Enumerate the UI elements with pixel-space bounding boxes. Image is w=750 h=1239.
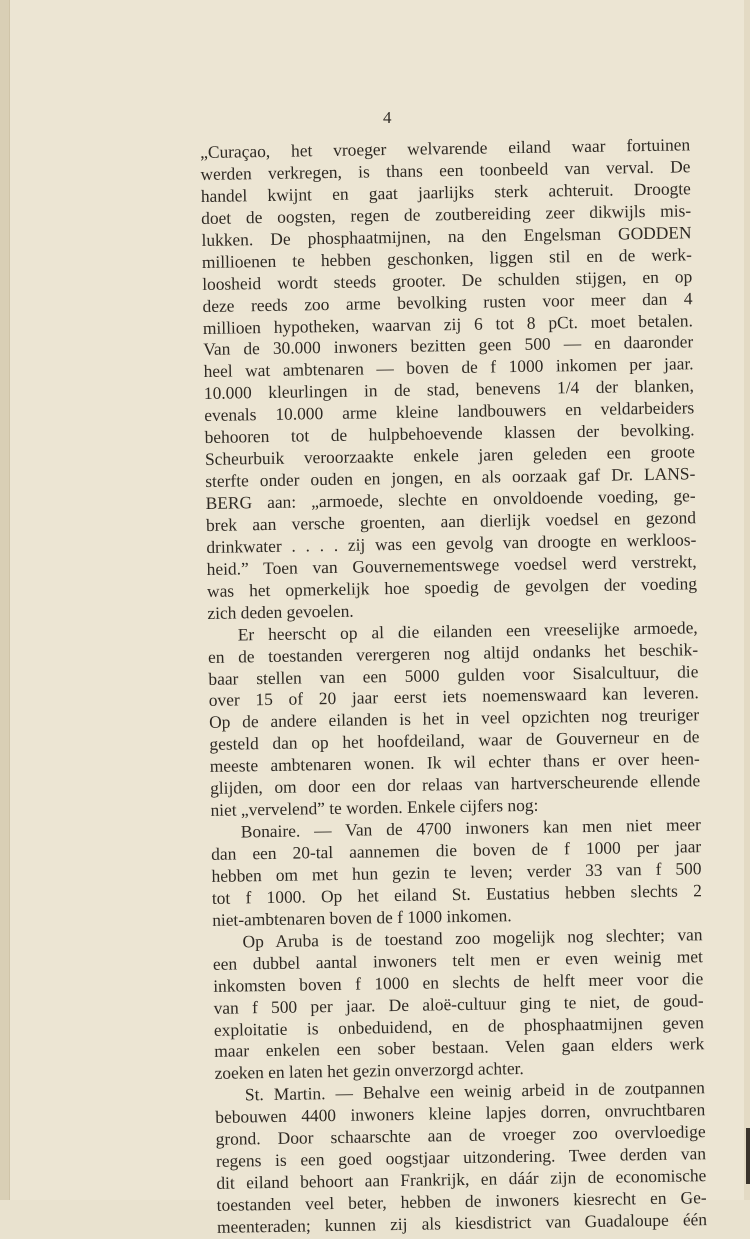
text-line: toestanden veel beter, hebben de inwoners kiesrecht en Ge- xyxy=(216,1187,707,1215)
text-line: BERG aan: „armoede, slechte en onvoldoende voeding, ge- xyxy=(205,485,696,513)
text-line: doet de oogsten, regen de zoutbereiding zeer dikwijls mis- xyxy=(201,200,692,228)
text-line: handel kwijnt en gaat jaarlijks sterk achteruit. Droogte xyxy=(200,178,691,206)
text-line: over 15 of 20 jaar eerst iets noemenswaard kan leveren. xyxy=(208,682,699,711)
body-text xyxy=(200,134,707,1238)
text-line: en de toestanden verergeren nog altijd ondanks het beschik- xyxy=(207,638,699,667)
text-line: niet-ambtenaren boven de f 1000 inkomen. xyxy=(212,905,512,930)
text-line: maar enkelen een sober bestaan. Velen gaan elders werk xyxy=(214,1033,705,1062)
text-line: inkomsten boven f 1000 en slechts de helft meer voor die xyxy=(213,967,704,996)
text-line: zich deden gevoelen. xyxy=(207,600,354,623)
text-line: zoeken en laten het gezin onverzorgd achter. xyxy=(214,1058,524,1084)
text-line: Scheurbuik veroorzaakte enkele jaren geleden een groote xyxy=(204,441,696,470)
text-line: St. Martin. — Behalve een weinig arbeid in de zoutpannen xyxy=(244,1077,706,1105)
text-line: meenteraden; kunnen zij als kiesdistrict van Guadaloupe één xyxy=(216,1209,708,1237)
text-line: meeste ambtenaren wonen. Ik wil echter thans er over heen- xyxy=(209,748,700,777)
text-line: baar stellen van een 5000 gulden voor Sisalcultuur, die xyxy=(208,660,699,689)
text-line: dit eiland behoort aan Frankrijk, en dáár zijn de economische xyxy=(216,1165,707,1193)
text-line: tot f 1000. Op het eiland St. Eustatius hebben slechts 2 xyxy=(211,880,702,908)
text-line: lukken. De phosphaatmijnen, na den Engelsman GODDEN xyxy=(201,222,692,250)
text-line: millioen hypotheken, waarvan zij 6 tot 8 pCt. moet betalen. xyxy=(202,309,694,338)
text-line: grond. Door schaarschte aan de vroeger zoo overvloedige xyxy=(215,1121,706,1150)
text-line: Er heerscht op al die eilanden een vreeselijke armoede, xyxy=(237,616,698,645)
text-line: Van de 30.000 inwoners bezitten geen 500 — en daaronder xyxy=(203,331,694,360)
page-right-edge xyxy=(744,0,750,1200)
text-line: evenals 10.000 arme kleine landbouwers en veldarbeiders xyxy=(204,397,695,426)
text-line: deze reeds zoo arme bevolking rusten voor meer dan 4 xyxy=(202,287,693,316)
text-line: brek aan versche groenten, aan dierlijk voedsel en gezond xyxy=(205,507,697,535)
text-line: dan een 20-tal aannemen die boven de f 1000 per jaar xyxy=(211,836,702,864)
text-line: werden verkregen, is thans een toonbeeld van verval. De xyxy=(200,156,691,184)
text-line: glijden, om door een dor relaas van hartverscheurende ellende xyxy=(209,770,701,799)
text-line: een dubbel aantal inwoners telt men er even weinig met xyxy=(212,945,704,974)
text-line: sterfte onder ouden en jongen, en als oorzaak gaf Dr. LANS- xyxy=(205,463,696,492)
text-line: niet „vervelend” te worden. Enkele cijfers nog: xyxy=(210,794,539,821)
text-line: Op Aruba is de toestand zoo mogelijk nog slechter; van xyxy=(242,923,703,952)
text-line: „Curaçao, het vroeger welvarende eiland waar fortuinen xyxy=(200,134,691,162)
text-line: gesteld dan op het hoofdeiland, waar de Gouverneur en de xyxy=(209,726,700,755)
text-line: heid.” Toen van Gouvernementswege voedsel werd verstrekt, xyxy=(206,551,697,579)
text-line: hebben om met hun gezin te leven; verder 33 van f 500 xyxy=(211,858,702,886)
text-line: was het opmerkelijk hoe spoedig de gevolgen der voeding xyxy=(206,572,698,601)
text-line: regens is een goed oogstjaar uitzondering. Twee derden van xyxy=(215,1143,707,1171)
page-left-edge xyxy=(0,0,10,1200)
text-line: millioenen te hebben geschonken, liggen stil en de werk- xyxy=(201,243,692,272)
text-line: Bonaire. — Van de 4700 inwoners kan men niet meer xyxy=(240,814,701,842)
page-number: 4 xyxy=(383,108,392,127)
text-line: loosheid wordt steeds grooter. De schulden stijgen, en op xyxy=(202,265,693,294)
text-line: bebouwen 4400 inwoners kleine lapjes dorren, onvruchtbaren xyxy=(215,1099,706,1128)
text-line: van f 500 per jaar. De aloë-cultuur ging te niet, de goud- xyxy=(213,989,704,1018)
text-line: exploitatie is onbeduidend, en de phosphaatmijnen geven xyxy=(213,1011,705,1040)
text-line: Op de andere eilanden is het in veel opzichten nog treuriger xyxy=(208,704,700,733)
page-edge-mark xyxy=(746,1128,750,1184)
text-line: heel wat ambtenaren — boven de f 1000 inkomen per jaar. xyxy=(203,353,694,382)
text-line: 10.000 kleurlingen in de stad, benevens 1/4 der blanken, xyxy=(203,375,695,404)
text-line: behooren tot de hulpbehoevende klassen der bevolking. xyxy=(204,419,695,448)
text-line: drinkwater . . . . zij was een gevolg van droogte en werkloos- xyxy=(206,529,697,557)
